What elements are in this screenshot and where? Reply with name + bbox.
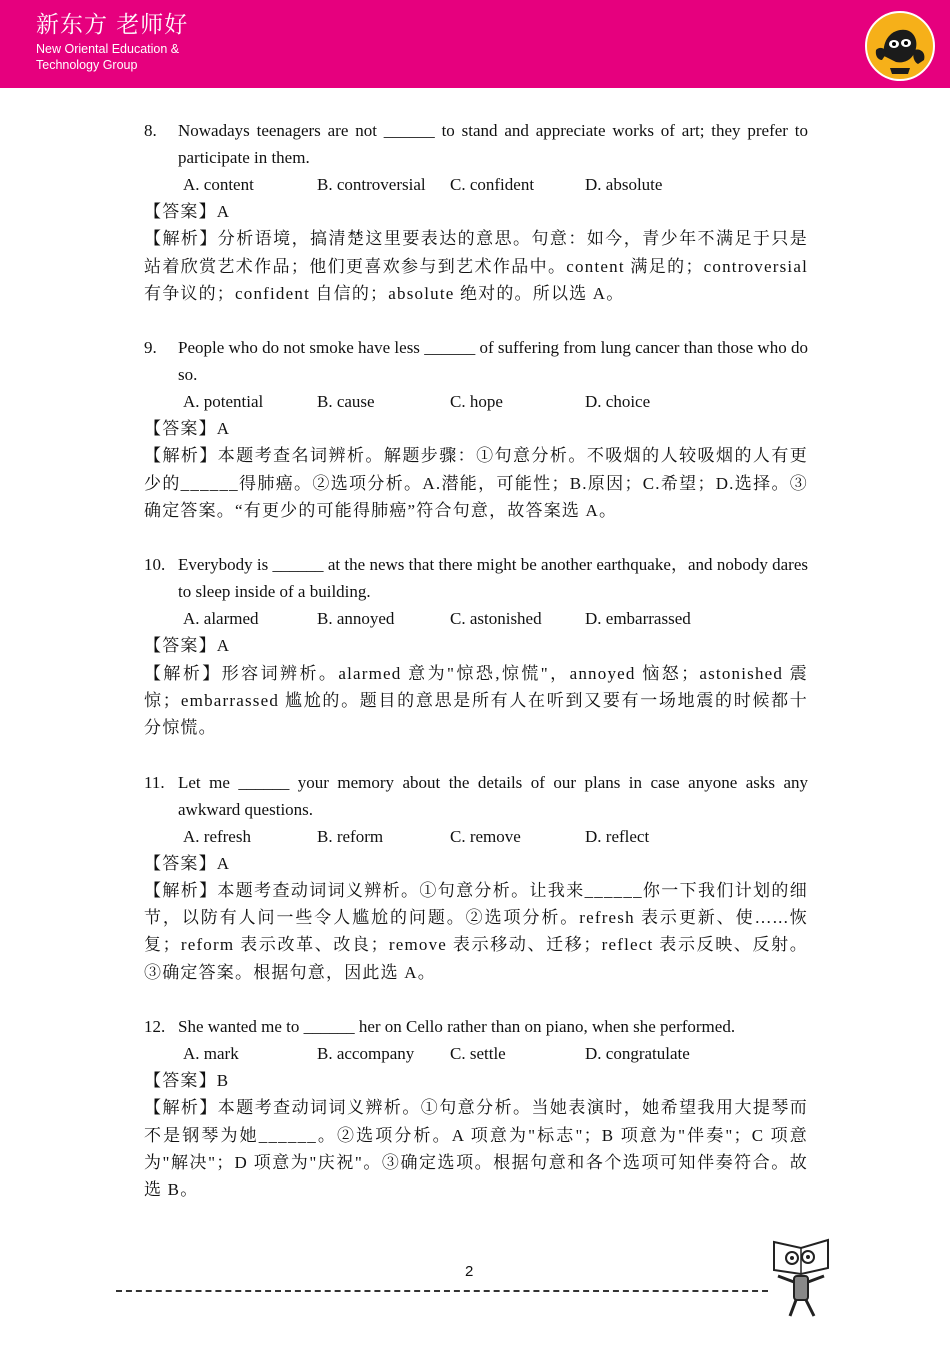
page-header <box>0 0 950 88</box>
question-stem <box>144 1013 808 1040</box>
option-row <box>144 823 808 850</box>
option-b: B. cause <box>317 392 375 412</box>
option-d: D. embarrassed <box>585 609 691 629</box>
option-c: C. astonished <box>450 609 542 629</box>
option-row <box>144 1040 808 1067</box>
analysis-text: 【解析】本题考查动词词义辨析。①句意分析。让我来______你一下我们计划的细节，以防有人问一些令人尴尬的问题。②选项分析。refresh 表示更新、使…...恢复；reform 表示改革、改良；remove 表示移动、迁移；reflect 表示反映、反射。③确定答案。根据句意，因此选 A。 <box>144 880 808 982</box>
question-text: She wanted me to ______ her on Cello rather than on piano, when she performed. <box>178 1017 736 1037</box>
question-text: People who do not smoke have less ______ of suffering from lung cancer than those who do so. <box>178 338 808 385</box>
page-number: 2 <box>465 1263 474 1280</box>
question-text: Nowadays teenagers are not ______ to stand and appreciate works of art; they prefer to participate in them. <box>178 121 808 167</box>
question-block <box>144 117 808 307</box>
option-b: B. accompany <box>317 1044 415 1064</box>
option-a: A. potential <box>183 392 264 412</box>
answer-line: 【答案】A <box>144 853 231 873</box>
question-number: 10. <box>144 555 166 575</box>
option-row <box>144 171 808 198</box>
reading-mascot-icon <box>768 1236 834 1320</box>
option-c: C. confident <box>450 175 535 194</box>
footer-divider <box>116 1290 768 1292</box>
question-number: 11. <box>144 772 165 792</box>
answer-line: 【答案】A <box>144 202 231 221</box>
question-block <box>144 334 808 524</box>
brand-name-en-line2: Technology Group <box>36 58 138 72</box>
mascot-logo-icon <box>864 10 936 82</box>
exercise-content <box>144 117 808 1204</box>
question-stem <box>144 117 808 171</box>
option-d: D. reflect <box>585 826 650 846</box>
option-a: A. mark <box>183 1044 239 1064</box>
option-d: D. choice <box>585 392 651 412</box>
question-number: 9. <box>144 338 157 358</box>
question-block <box>144 769 808 986</box>
brand-name-cn: 新东方 老师好 <box>36 12 189 38</box>
answer-line: 【答案】B <box>144 1071 230 1091</box>
option-c: C. settle <box>450 1044 506 1064</box>
answer-line: 【答案】A <box>144 419 231 439</box>
option-b: B. controversial <box>317 175 426 194</box>
question-stem <box>144 551 808 605</box>
analysis-text: 【解析】本题考查动词词义辨析。①句意分析。当她表演时，她希望我用大提琴而不是钢琴为她______。②选项分析。A 项意为"标志"；B 项意为"伴奏"；C 项意为"解决"；D 项意为"庆祝"。③确定选项。根据句意和各个选项可知伴奏符合。故选 B。 <box>144 1098 808 1200</box>
brand-name-en-line1: New Oriental Education & <box>36 42 180 56</box>
question-stem <box>144 769 808 823</box>
question-number: 8. <box>144 121 157 140</box>
option-row <box>144 388 808 415</box>
question-block <box>144 1013 808 1203</box>
question-stem <box>144 334 808 388</box>
question-block <box>144 551 808 741</box>
analysis-text: 【解析】本题考查名词辨析。解题步骤：①句意分析。不吸烟的人较吸烟的人有更少的______得肺癌。②选项分析。A.潜能，可能性；B.原因；C.希望；D.选择。③确定答案。“有更少的可能得肺癌”符合句意，故答案选 A。 <box>144 446 808 521</box>
option-b: B. reform <box>317 826 384 846</box>
analysis-text: 【解析】分析语境，搞清楚这里要表达的意思。句意：如今，青少年不满足于只是站着欣赏艺术作品；他们更喜欢参与到艺术作品中。content 满足的；controversial 有争议的；confident 自信的；absolute 绝对的。所以选 A。 <box>144 229 808 303</box>
question-text: Everybody is ______ at the news that there might be another earthquake，and nobody dares to sleep inside of a building. <box>178 555 808 602</box>
option-c: C. remove <box>450 826 521 846</box>
answer-line: 【答案】A <box>144 636 231 656</box>
question-number: 12. <box>144 1017 166 1037</box>
option-c: C. hope <box>450 392 503 412</box>
analysis-text: 【解析】形容词辨析。alarmed 意为"惊恐,惊慌"，annoyed 恼怒；astonished 震惊；embarrassed 尴尬的。题目的意思是所有人在听到又要有一场地震的时候都十分惊慌。 <box>144 663 808 738</box>
option-d: D. absolute <box>585 175 663 194</box>
option-a: A. alarmed <box>183 609 259 629</box>
brand-name-en <box>36 41 179 73</box>
option-row <box>144 605 808 632</box>
option-a: A. content <box>183 175 254 194</box>
question-text: Let me ______ your memory about the details of our plans in case anyone asks any awkward questions. <box>178 772 808 819</box>
option-a: A. refresh <box>183 826 251 846</box>
option-d: D. congratulate <box>585 1044 690 1064</box>
option-b: B. annoyed <box>317 609 395 629</box>
